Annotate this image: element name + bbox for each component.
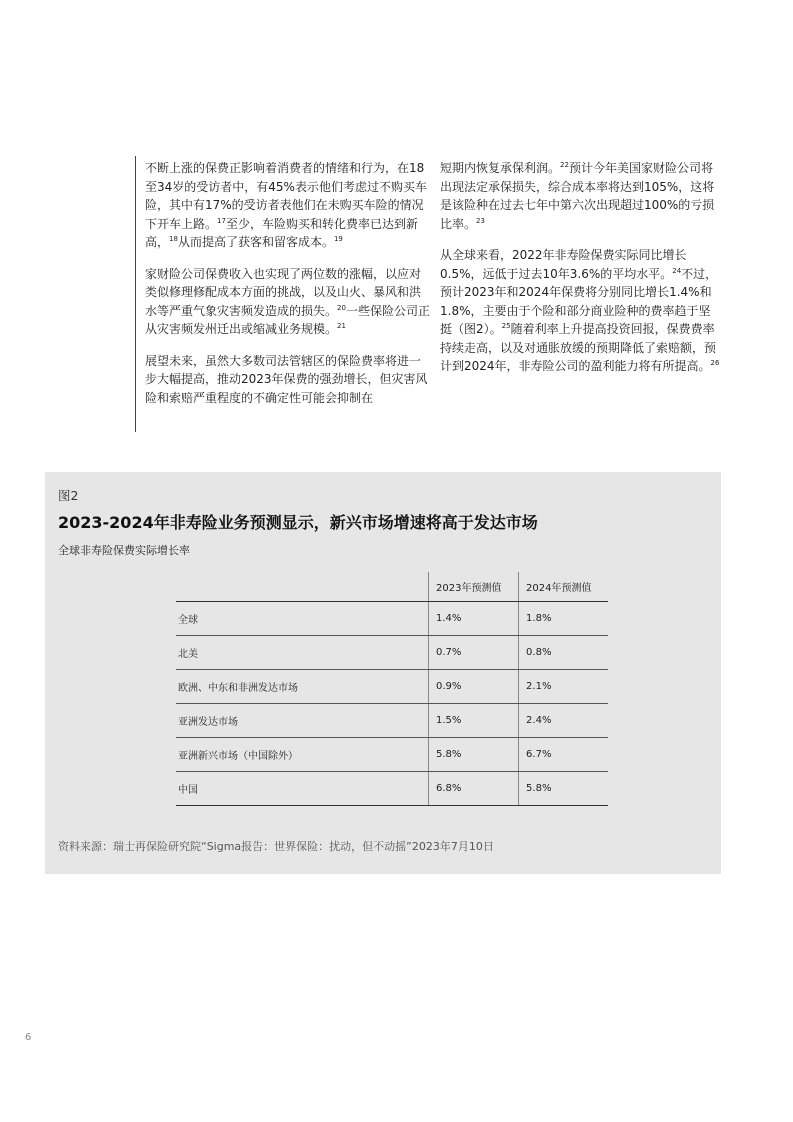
- body-paragraph: [145, 352, 430, 408]
- figure-title: 2023-2024年非寿险业务预测显示，新兴市场增速将高于发达市场: [58, 513, 538, 532]
- footnote-marker: 22: [560, 161, 569, 169]
- table-row: [176, 704, 608, 738]
- paragraph-text: 展望未来，虽然大多数司法管辖区的保险费率将进一步大幅提高，推动2023年保费的强劲增长，但灾害风险和索赔严重程度的不确定性可能会抑制在: [145, 353, 428, 405]
- footnote-marker: 21: [337, 322, 346, 330]
- paragraph-text: 至少，车险购买和转化费率已达到新高，: [145, 216, 418, 249]
- value-cell-2023: 1.4%: [429, 602, 519, 636]
- paragraph-text: 从全球来看，2022年非寿险保费实际同比增长0.5%，远低于过去10年3.6%的平均水平。: [440, 248, 687, 281]
- column-rule: [135, 156, 136, 432]
- footnote-marker: 20: [337, 303, 346, 312]
- footnote-marker: 24: [672, 266, 682, 275]
- paragraph-text: 从而提高了获客和留客成本。: [177, 235, 334, 249]
- footnote-marker: 26: [710, 359, 720, 367]
- value-cell-2023: 1.5%: [429, 704, 519, 738]
- paragraph-text: 不断上涨的保费正影响着消费者的情绪和行为，在18至34岁的受访者中，有45%表示他们考虑过不购买车险，其中有17%的受访者表他们在未购买车险的情况下开车上路。: [145, 161, 427, 231]
- paragraph-text: 随着利率上升提高投资回报，保费费率持续走高，以及对通胀放缓的预期降低了索赔额，预计到2024年，非寿险公司的盈利能力将有所提高。: [440, 322, 717, 373]
- paragraph-text: 家财险公司保费收入也实现了两位数的涨幅，以应对类似修理修配成本方面的挑战，以及山火、暴风和洪水等严重气象灾害频发造成的损失。: [145, 266, 422, 318]
- table-row: [176, 772, 608, 806]
- value-cell-2023: 0.7%: [429, 636, 519, 670]
- footnote-marker: 18: [169, 235, 178, 243]
- body-text-right-column: [440, 159, 720, 389]
- body-paragraph: [145, 159, 430, 252]
- value-cell-2024: 2.1%: [519, 670, 608, 704]
- figure-source-note: 资料来源：瑞士再保险研究院“Sigma报告：世界保险：扰动，但不动摇”2023年7月10日: [58, 840, 494, 853]
- paragraph-text: 预计今年美国家财险公司将出现法定承保损失，综合成本率将达到105%，这将是该险种在过去七年中第六次出现超过100%的亏损比率。: [440, 161, 715, 231]
- page-number: 6: [25, 1032, 32, 1043]
- table-header-2023: 2023年预测值: [429, 572, 519, 602]
- table-header-2024: 2024年预测值: [519, 572, 608, 602]
- body-text-left-column: [145, 159, 430, 420]
- figure-label: 图2: [58, 488, 79, 503]
- region-cell: 亚洲新兴市场（中国除外）: [176, 738, 429, 772]
- table-row: [176, 636, 608, 670]
- body-paragraph: [440, 246, 720, 376]
- value-cell-2024: 6.7%: [519, 738, 608, 772]
- body-paragraph: [145, 265, 430, 339]
- growth-forecast-table: [176, 572, 608, 806]
- region-cell: 北美: [176, 636, 429, 670]
- value-cell-2023: 5.8%: [429, 738, 519, 772]
- table-header-blank: [176, 572, 429, 602]
- figure-subtitle: 全球非寿险保费实际增长率: [58, 544, 190, 557]
- footnote-marker: 23: [476, 216, 485, 225]
- value-cell-2023: 6.8%: [429, 772, 519, 806]
- region-cell: 全球: [176, 602, 429, 636]
- table-header-row: [176, 572, 608, 602]
- footnote-marker: 17: [217, 216, 226, 225]
- region-cell: 欧洲、中东和非洲发达市场: [176, 670, 429, 704]
- footnote-marker: 25: [501, 322, 511, 330]
- paragraph-text: 不过，预计2023年和2024年保费将分别同比增长1.4%和1.8%，主要由于个险和部分商业险种的费率趋于坚挺（图2）。: [440, 266, 718, 336]
- value-cell-2023: 0.9%: [429, 670, 519, 704]
- value-cell-2024: 1.8%: [519, 602, 608, 636]
- region-cell: 中国: [176, 772, 429, 806]
- region-cell: 亚洲发达市场: [176, 704, 429, 738]
- value-cell-2024: 0.8%: [519, 636, 608, 670]
- value-cell-2024: 2.4%: [519, 704, 608, 738]
- table-row: [176, 602, 608, 636]
- table-row: [176, 670, 608, 704]
- figure-2-panel: [45, 472, 721, 874]
- table-row: [176, 738, 608, 772]
- footnote-marker: 19: [333, 235, 343, 243]
- value-cell-2024: 5.8%: [519, 772, 608, 806]
- paragraph-text: 短期内恢复承保利润。: [440, 161, 561, 175]
- body-paragraph: [440, 159, 720, 233]
- paragraph-text: 一些保险公司正从灾害频发州迁出或缩减业务规模。: [145, 303, 430, 336]
